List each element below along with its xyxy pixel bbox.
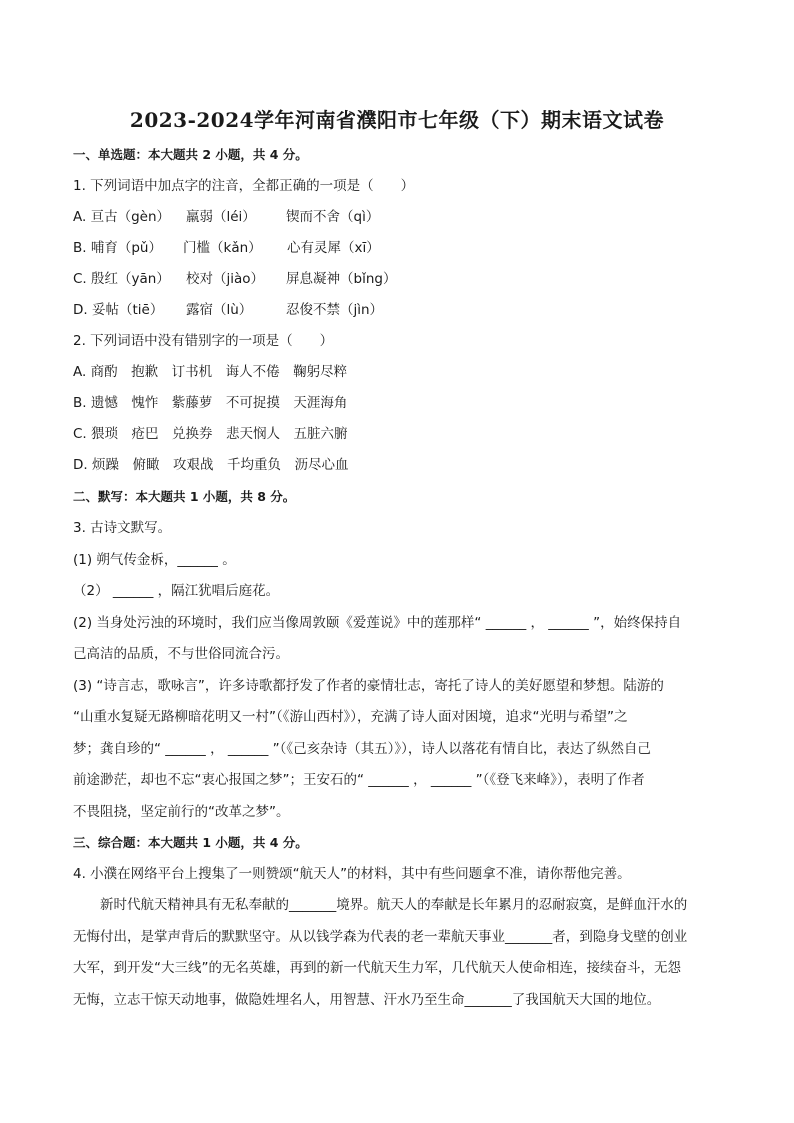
section-heading-1: 一、单选题：本大题共 2 小题，共 4 分。 — [73, 147, 308, 162]
option-term: 门槛（kǎn） — [183, 240, 262, 256]
question-1-option-b — [73, 239, 723, 257]
question-3-item-4-line5: 不畏阻挠，坚定前行的“改革之梦”。 — [73, 804, 290, 820]
question-2-option-c: C. 猥琐 疮巴 兑换券 悲天悯人 五脏六腑 — [73, 426, 348, 442]
question-4-passage-line2: 无悔付出，是掌声背后的默默坚守。从以钱学森为代表的老一辈航天事业_______者，到隐身戈壁的创业 — [73, 929, 688, 945]
option-term: D. 妥帖（tiē） — [73, 302, 164, 318]
question-1-option-a — [73, 208, 723, 226]
question-3-stem: 3. 古诗文默写。 — [73, 520, 172, 536]
option-term: B. 哺育（pǔ） — [73, 240, 162, 256]
question-1-option-c — [73, 270, 723, 288]
question-3-item-3-line2: 己高洁的品质，不与世俗同流合污。 — [73, 646, 289, 662]
question-2-option-d: D. 烦躁 俯瞰 攻艰战 千均重负 沥尽心血 — [73, 457, 349, 473]
option-term: 露宿（lù） — [186, 302, 253, 318]
question-3-item-2: （2） ______ ，隔江犹唱后庭花。 — [73, 583, 280, 599]
question-4-passage-line3: 大军，到开发“大三线”的无名英雄，再到的新一代航天生力军，几代航天人使命相连，接续奋斗，无怨 — [73, 960, 681, 976]
option-term: 锲而不舍（qì） — [286, 209, 380, 225]
question-1-option-d — [73, 301, 723, 319]
question-3-item-4-line1: (3) “诗言志，歌咏言”，许多诗歌都抒发了作者的豪情壮志，寄托了诗人的美好愿望和梦想。陆游的 — [73, 678, 664, 694]
option-term: 校对（jiào） — [186, 271, 265, 287]
question-3-item-3-line1: (2) 当身处污浊的环境时，我们应当像周敦颐《爱莲说》中的莲那样“ ______ ， ______ ”，始终保持自 — [73, 615, 682, 631]
option-term: 羸弱（léi） — [186, 209, 256, 225]
question-3-item-4-line3: 梦；龚自珍的“ ______ ， ______ ”（《己亥杂诗（其五）》），诗人以落花有情自比，表达了纵然自己 — [73, 741, 651, 757]
option-term: 屏息凝神（bǐng） — [286, 271, 397, 287]
question-1-stem: 1. 下列词语中加点字的注音，全都正确的一项是（ ） — [73, 178, 415, 194]
option-term: 忍俊不禁（jìn） — [286, 302, 384, 318]
option-term: C. 殷红（yān） — [73, 271, 170, 287]
question-4-passage-line4: 无悔，立志干惊天动地事，做隐姓埋名人，用智慧、汗水乃至生命_______了我国航天大国的地位。 — [73, 992, 661, 1008]
question-2-stem: 2. 下列词语中没有错别字的一项是（ ） — [73, 333, 334, 349]
question-3-item-4-line4: 前途渺茫，却也不忘“衷心报国之梦”；王安石的“ ______ ， ______ ”（《登飞来峰》），表明了作者 — [73, 772, 645, 788]
section-heading-3: 三、综合题：本大题共 1 小题，共 4 分。 — [73, 835, 308, 850]
question-3-item-1: (1) 朔气传金柝，______ 。 — [73, 552, 236, 568]
option-term: 心有灵犀（xī） — [287, 240, 380, 256]
question-4-stem: 4. 小濮在网络平台上搜集了一则赞颂“航天人”的材料，其中有些问题拿不准，请你帮他完善。 — [73, 866, 631, 882]
question-2-option-a: A. 商酌 抱歉 订书机 诲人不倦 鞠躬尽粹 — [73, 364, 348, 380]
question-2-option-b: B. 遗憾 愧怍 紫藤萝 不可捉摸 天涯海角 — [73, 395, 348, 411]
question-4-passage-line1: 新时代航天精神具有无私奉献的_______境界。航天人的奉献是长年累月的忍耐寂寞，是鲜血汗水的 — [73, 897, 688, 913]
exam-title: 2023-2024学年河南省濮阳市七年级（下）期末语文试卷 — [129, 108, 665, 132]
section-heading-2: 二、默写：本大题共 1 小题，共 8 分。 — [73, 489, 296, 504]
question-3-item-4-line2: “山重水复疑无路柳暗花明又一村”（《游山西村》），充满了诗人面对困境，追求“光明与希望”之 — [73, 709, 628, 725]
option-term: A. 亘古（gèn） — [73, 209, 171, 225]
